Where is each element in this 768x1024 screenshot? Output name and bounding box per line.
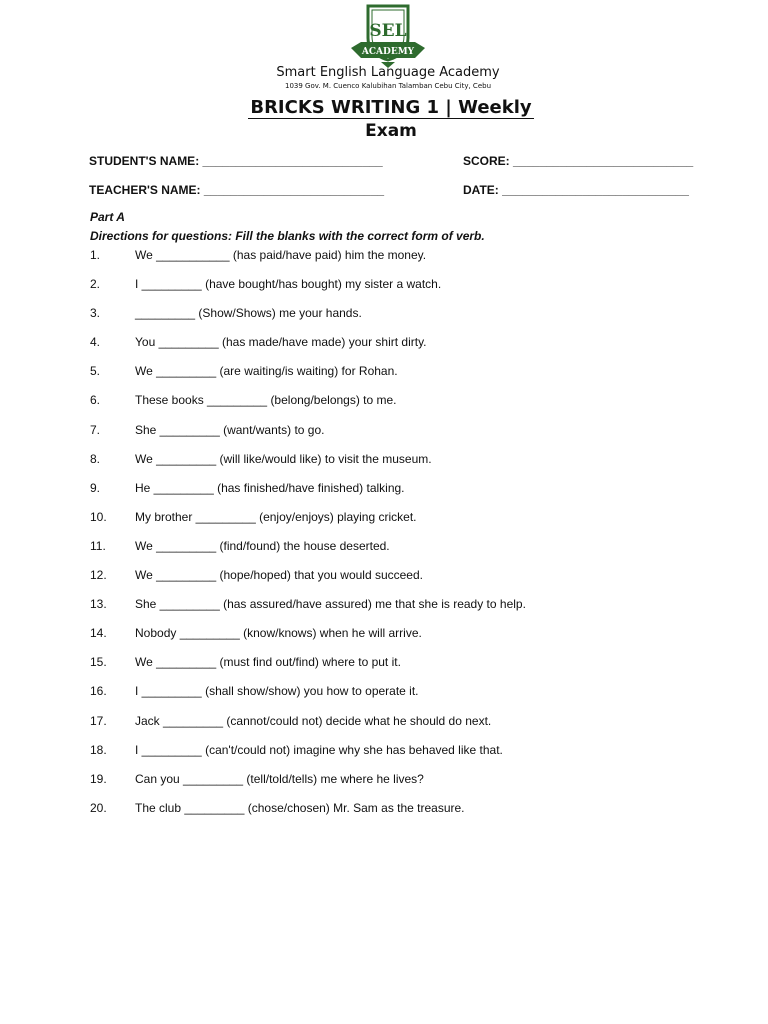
question-number: 19. [90,771,107,786]
question-text: Jack _________ (cannot/could not) decide what he should do next. [135,713,492,728]
question-item[interactable] [90,772,710,801]
question-text: He _________ (has finished/have finished) talking. [135,480,405,495]
question-text: The club _________ (chose/chosen) Mr. Sam as the treasure. [135,800,465,815]
question-number: 1. [90,248,101,262]
exam-title-second-line: Exam [365,121,417,141]
score-field[interactable]: SCORE: ___________________________ [463,154,694,168]
question-item[interactable] [90,335,710,364]
question-number: 13. [90,597,107,612]
question-item[interactable] [90,539,710,568]
question-item[interactable] [90,277,710,306]
exam-title-text: BRICKS WRITING 1 | Weekly [250,97,532,118]
question-text: She _________ (want/wants) to go. [135,422,325,437]
question-text: She _________ (has assured/have assured) me that she is ready to help. [135,597,526,612]
question-number: 16. [90,684,107,699]
question-text: I _________ (can't/could not) imagine why she has behaved like that. [135,742,503,757]
question-item[interactable] [90,306,710,335]
question-number: 11. [90,538,106,553]
question-item[interactable] [90,248,710,277]
teacher-name-field[interactable]: TEACHER'S NAME: ___________________________ [89,183,385,197]
question-text: We _________ (find/found) the house deserted. [135,538,390,553]
logo-text-bottom: ACADEMY [361,47,415,57]
question-item[interactable] [90,568,710,597]
question-text: These books _________ (belong/belongs) to me. [135,393,397,408]
question-item[interactable] [90,597,710,626]
question-list [90,248,710,830]
question-text: Can you _________ (tell/told/tells) me where he lives? [135,771,424,786]
exam-title [0,97,768,118]
question-text: I _________ (shall show/show) you how to operate it. [135,684,419,699]
directions: Directions for questions: Fill the blanks with the correct form of verb. [90,229,485,243]
question-text: You _________ (has made/have made) your shirt dirty. [135,335,427,350]
question-number: 7. [90,422,101,437]
question-item[interactable] [90,452,710,481]
question-item[interactable] [90,655,710,684]
question-text: We _________ (are waiting/is waiting) for Rohan. [135,364,398,379]
question-text: We _________ (will like/would like) to visit the museum. [135,451,432,466]
question-text: My brother _________ (enjoy/enjoys) playing cricket. [135,509,417,524]
question-number: 2. [90,277,101,292]
question-number: 15. [90,655,107,670]
question-number: 6. [90,393,101,408]
question-number: 5. [90,364,101,379]
academy-name: Smart English Language Academy [276,65,500,80]
question-item[interactable] [90,684,710,713]
question-item[interactable] [90,510,710,539]
question-item[interactable] [90,364,710,393]
question-text: I _________ (have bought/has bought) my sister a watch. [135,277,442,292]
question-number: 9. [90,480,101,495]
logo-text-top: SEL [369,21,407,41]
question-item[interactable] [90,714,710,743]
question-item[interactable] [90,393,710,422]
question-number: 10. [90,509,107,524]
academy-logo [347,4,429,70]
part-label: Part A [90,210,125,224]
question-number: 17. [90,713,107,728]
academy-address: 1039 Gov. M. Cuenco Kalubihan Talamban Cebu City, Cebu [284,82,492,90]
question-item[interactable] [90,743,710,772]
date-field[interactable]: DATE: ____________________________ [463,183,689,197]
question-text: Nobody _________ (know/knows) when he will arrive. [135,626,422,641]
question-text: We _________ (must find out/find) where to put it. [135,655,401,670]
question-number: 8. [90,451,101,466]
question-number: 20. [90,800,107,815]
question-text: We ___________ (has paid/have paid) him the money. [135,248,427,262]
question-number: 4. [90,335,101,350]
question-item[interactable] [90,626,710,655]
question-number: 3. [90,306,101,321]
question-number: 18. [90,742,107,757]
question-number: 14. [90,626,107,641]
question-text: _________ (Show/Shows) me your hands. [135,306,362,321]
question-text: We _________ (hope/hoped) that you would succeed. [135,568,423,583]
student-name-field[interactable]: STUDENT'S NAME: ___________________________ [89,154,383,168]
question-item[interactable] [90,423,710,452]
question-number: 12. [90,568,107,583]
question-item[interactable] [90,481,710,510]
question-item[interactable] [90,801,710,830]
